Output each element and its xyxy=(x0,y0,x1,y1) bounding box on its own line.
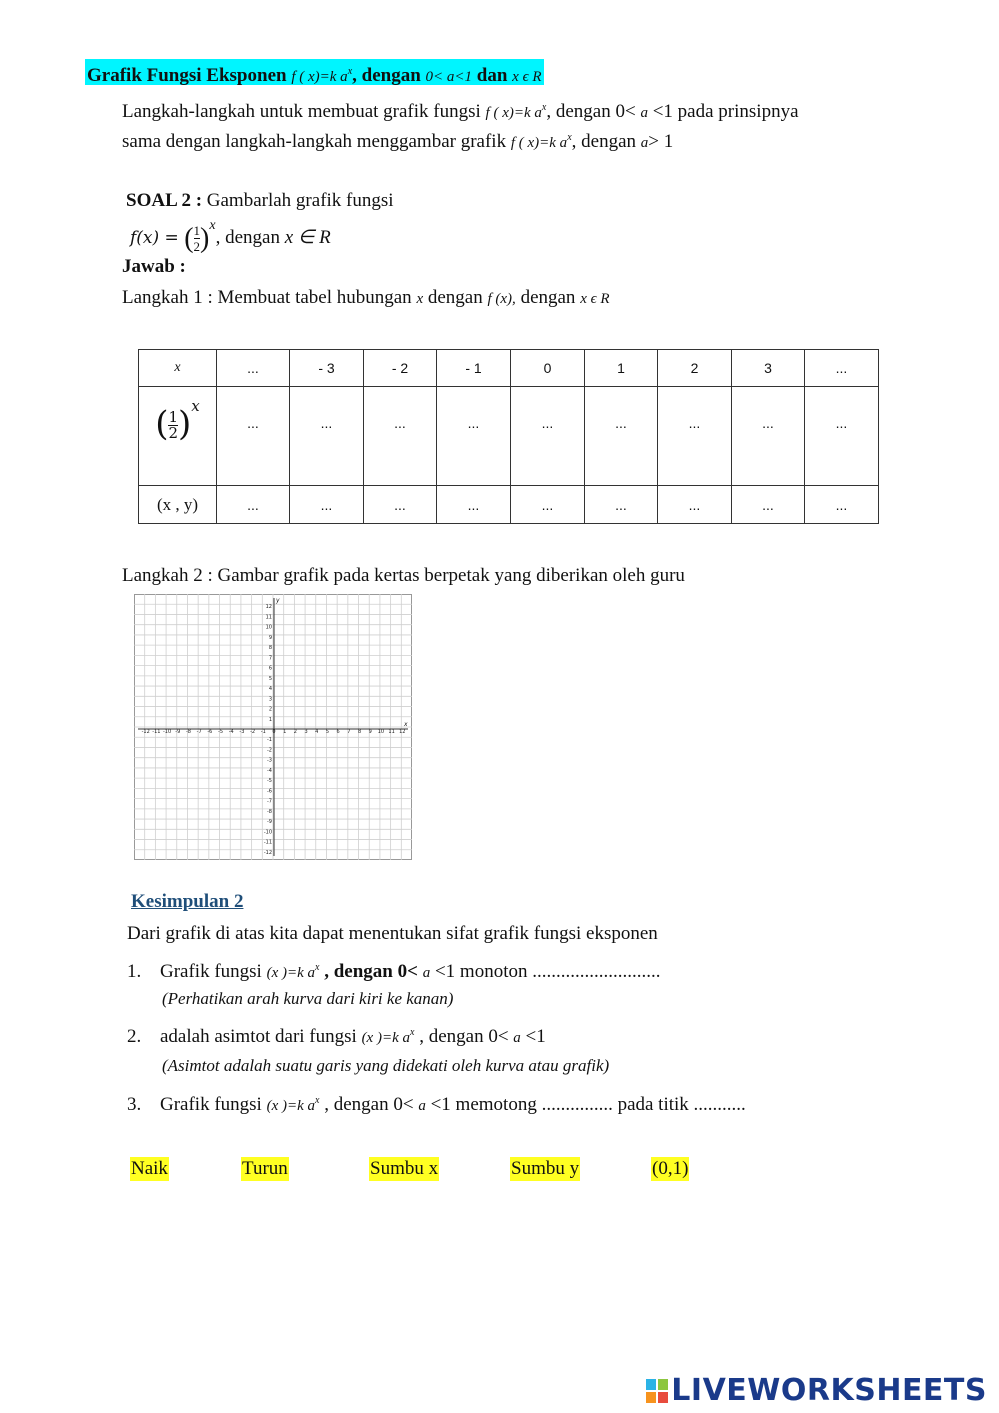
table-row-xy xyxy=(139,486,879,524)
jawab-label: Jawab : xyxy=(122,256,186,277)
x-tick-label: -7 xyxy=(196,729,202,735)
x-tick-label: -9 xyxy=(175,729,181,735)
y-tick-label: 5 xyxy=(268,675,272,682)
table-cell[interactable]: ... xyxy=(290,387,364,486)
x-tick-label: -11 xyxy=(152,729,161,735)
title-condition: 0< a<1 xyxy=(425,69,473,85)
x-tick-label: 8 xyxy=(357,729,362,735)
table-cell: ... xyxy=(805,350,879,387)
y-tick-label: 2 xyxy=(268,706,272,713)
table-cell[interactable]: ... xyxy=(511,387,585,486)
liveworksheets-logo-icon xyxy=(646,1379,668,1403)
table-cell[interactable]: ... xyxy=(732,387,805,486)
table-cell[interactable]: ... xyxy=(290,486,364,524)
table-cell: - 1 xyxy=(437,350,511,387)
table-header-xy: (x , y) xyxy=(139,486,217,524)
y-tick-label: -3 xyxy=(267,757,272,764)
kesimpulan-item-3: 3. Grafik fungsi (x )=k $a^x$ , dengan 0< a <1 memotong ............... pada titik ........... xyxy=(127,1094,746,1115)
y-tick-label: 1 xyxy=(268,716,272,723)
y-tick-label: -9 xyxy=(267,819,272,826)
x-tick-label: 5 xyxy=(325,729,330,735)
table-cell[interactable]: ... xyxy=(364,387,437,486)
table-cell: ... xyxy=(217,350,290,387)
table-cell[interactable]: ... xyxy=(585,387,658,486)
table-cell: 0 xyxy=(511,350,585,387)
choice-sumbu-y[interactable]: Sumbu y xyxy=(511,1158,580,1179)
y-tick-label: -4 xyxy=(267,767,272,774)
table-cell[interactable]: ... xyxy=(805,486,879,524)
table-cell[interactable]: ... xyxy=(511,486,585,524)
x-tick-label: -10 xyxy=(162,729,172,735)
table-cell[interactable]: ... xyxy=(658,387,732,486)
y-tick-label: -7 xyxy=(267,798,272,805)
y-tick-label: 8 xyxy=(268,645,272,652)
y-tick-label: -1 xyxy=(267,737,272,744)
kesimpulan-item-2: 2. adalah asimtot dari fungsi (x )=k $a^x$ , dengan 0< a <1 xyxy=(127,1026,546,1047)
table-header-power: ( $\frac{1}{2}$ )$^x$ xyxy=(139,387,217,486)
title-formula: f ( x)=k $a^x$ xyxy=(291,66,353,85)
y-tick-label: 9 xyxy=(268,634,272,641)
table-header-x: x xyxy=(139,350,217,387)
table-cell: 3 xyxy=(732,350,805,387)
table-cell[interactable]: ... xyxy=(732,486,805,524)
x-tick-label: 2 xyxy=(293,729,297,735)
choice-point-0-1[interactable]: (0,1) xyxy=(652,1158,689,1179)
title-domain: x ϵ R xyxy=(512,69,542,85)
title-text: Grafik Fungsi Eksponen xyxy=(87,65,287,86)
table-row-x xyxy=(139,350,879,387)
y-axis-label: y xyxy=(276,597,280,604)
liveworksheets-logo: LIVEWORKSHEETS xyxy=(646,1373,987,1408)
soal-function: f(x) = ( $\frac{1}{2}$ )$^x$, dengan x ∈ R xyxy=(130,218,331,255)
y-tick-label: 4 xyxy=(268,686,272,693)
y-tick-label: -6 xyxy=(267,788,272,795)
x-tick-label: 1 xyxy=(283,729,287,735)
coordinate-grid[interactable] xyxy=(134,594,412,860)
y-tick-label: 10 xyxy=(265,624,272,631)
y-tick-label: 11 xyxy=(265,614,272,621)
kesimpulan-note-2: (Asimtot adalah suatu garis yang didekati oleh kurva atau grafik) xyxy=(162,1056,610,1075)
page-title: Grafik Fungsi Eksponen f ( x)=k $a^x$, dengan 0< a<1 dan x ϵ R xyxy=(85,59,544,85)
table-cell: 2 xyxy=(658,350,732,387)
choice-naik[interactable]: Naik xyxy=(131,1158,168,1179)
x-tick-label: 4 xyxy=(315,729,319,735)
choice-sumbu-x[interactable]: Sumbu x xyxy=(370,1158,439,1179)
table-cell[interactable]: ... xyxy=(805,387,879,486)
kesimpulan-item-1: 1. Grafik fungsi (x )=k $a^x$ , dengan 0< a <1 monoton ........................... xyxy=(127,961,661,982)
y-tick-label: 3 xyxy=(268,696,272,703)
x-tick-label: 3 xyxy=(304,729,308,735)
kesimpulan-heading: Kesimpulan 2 xyxy=(131,891,244,912)
y-tick-label: 12 xyxy=(265,604,272,611)
table-cell: 1 xyxy=(585,350,658,387)
x-tick-label: 10 xyxy=(377,729,385,735)
table-cell: - 2 xyxy=(364,350,437,387)
x-tick-label: 9 xyxy=(368,729,372,735)
value-table xyxy=(138,349,879,524)
x-tick-label: -4 xyxy=(228,729,234,735)
x-tick-label: -6 xyxy=(207,729,213,735)
table-cell[interactable]: ... xyxy=(364,486,437,524)
y-tick-label: -5 xyxy=(267,778,272,785)
table-cell[interactable]: ... xyxy=(658,486,732,524)
choice-turun[interactable]: Turun xyxy=(242,1158,288,1179)
table-cell[interactable]: ... xyxy=(217,387,290,486)
soal-heading: SOAL 2 : Gambarlah grafik fungsi xyxy=(126,190,394,211)
y-tick-label: 7 xyxy=(268,655,272,662)
table-cell[interactable]: ... xyxy=(217,486,290,524)
x-tick-label: 6 xyxy=(336,729,340,735)
kesimpulan-note-1: (Perhatikan arah kurva dari kiri ke kanan) xyxy=(162,989,454,1008)
y-tick-label: -10 xyxy=(263,829,272,836)
x-tick-label: 7 xyxy=(347,729,351,735)
x-tick-label: -8 xyxy=(185,729,191,735)
x-axis-label: x xyxy=(404,721,408,728)
y-tick-label: -11 xyxy=(263,839,272,846)
intro-line-1: Langkah-langkah untuk membuat grafik fungsi f ( x)=k $a^x$, dengan 0< a <1 pada prinsipnya xyxy=(122,101,799,122)
intro-line-2: sama dengan langkah-langkah menggambar grafik f ( x)=k $a^x$, dengan a> 1 xyxy=(122,131,674,152)
x-tick-label: -5 xyxy=(218,729,224,735)
y-tick-label: -2 xyxy=(267,747,272,754)
x-tick-label: 11 xyxy=(388,729,395,735)
x-tick-label: -12 xyxy=(141,729,150,735)
x-tick-label: 0 xyxy=(272,729,276,735)
langkah-1: Langkah 1 : Membuat tabel hubungan x dengan f (x), dengan x ϵ R xyxy=(122,287,610,308)
table-cell[interactable]: ... xyxy=(437,387,511,486)
table-cell[interactable]: ... xyxy=(585,486,658,524)
y-tick-label: -8 xyxy=(267,808,272,815)
x-tick-label: -1 xyxy=(260,729,266,735)
table-cell[interactable]: ... xyxy=(437,486,511,524)
table-cell: - 3 xyxy=(290,350,364,387)
langkah-2: Langkah 2 : Gambar grafik pada kertas berpetak yang diberikan oleh guru xyxy=(122,565,685,586)
table-row-power xyxy=(139,387,879,486)
y-tick-label: 6 xyxy=(268,665,272,672)
kesimpulan-intro: Dari grafik di atas kita dapat menentukan sifat grafik fungsi eksponen xyxy=(127,923,658,944)
y-tick-label: -12 xyxy=(263,849,272,856)
x-tick-label: -2 xyxy=(250,729,256,735)
x-tick-label: -3 xyxy=(239,729,245,735)
x-tick-label: 12 xyxy=(399,729,406,735)
